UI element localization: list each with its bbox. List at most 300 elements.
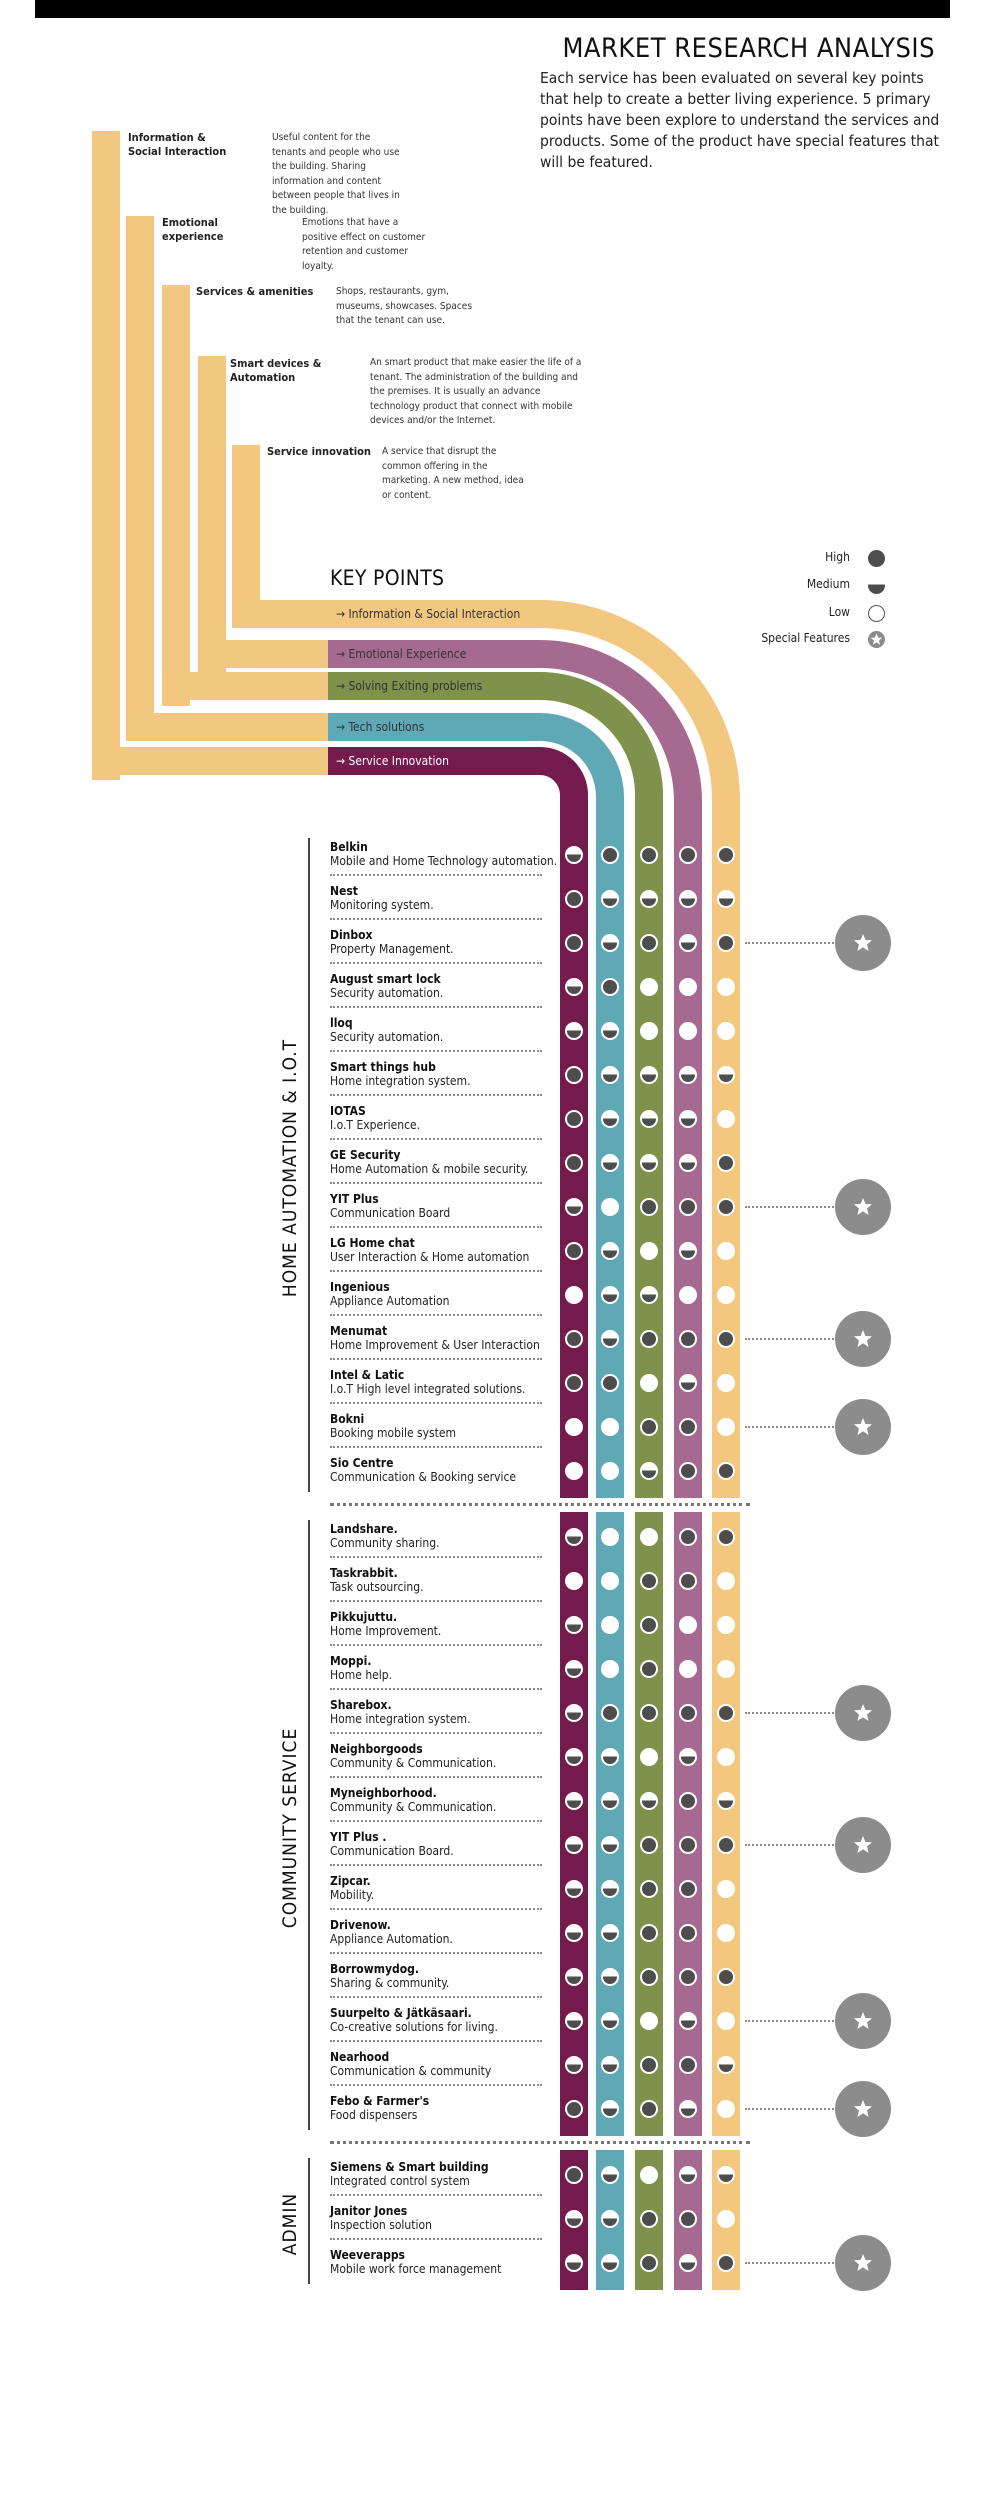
rating-marker: [640, 1198, 658, 1216]
rating-marker: [640, 1374, 658, 1392]
item-description: Security automation.: [330, 1030, 444, 1044]
row-separator: [330, 1908, 542, 1910]
row-separator: [330, 1688, 542, 1690]
rating-marker: [601, 1462, 619, 1480]
rating-marker: [679, 1748, 697, 1766]
legend-high-label: High: [825, 550, 850, 564]
key-point-label: → Tech solutions: [336, 720, 425, 734]
rating-marker: [717, 1418, 735, 1436]
rating-marker: [565, 1616, 583, 1634]
row-separator: [330, 1732, 542, 1734]
legend-bracket-bar: [198, 356, 226, 672]
rating-marker: [717, 1748, 735, 1766]
rating-marker: [601, 1022, 619, 1040]
rating-marker: [717, 1836, 735, 1854]
special-feature-line: [745, 1206, 845, 1208]
item-name: Pikkujuttu.: [330, 1610, 398, 1624]
special-feature-line: [745, 1844, 845, 1846]
rating-marker: [565, 1242, 583, 1260]
item-name: Myneighborhood.: [330, 1786, 437, 1800]
item-name: Sio Centre: [330, 1456, 394, 1470]
section-label-text: ADMIN: [279, 2192, 301, 2256]
rating-marker: [717, 1528, 735, 1546]
rating-marker: [679, 1374, 697, 1392]
item-description: Sharing & community.: [330, 1976, 450, 1990]
rating-marker: [679, 1330, 697, 1348]
star-icon: [852, 2010, 874, 2032]
special-feature-badge[interactable]: [835, 915, 891, 971]
star-icon: [852, 2252, 874, 2274]
legend-special-label: Special Features: [761, 631, 850, 645]
column-strip: [674, 1512, 702, 2136]
legend-connector: [126, 713, 328, 741]
special-feature-line: [745, 2262, 845, 2264]
item-name: Borrowmydog.: [330, 1962, 419, 1976]
rating-marker: [717, 1022, 735, 1040]
star-icon: [852, 1328, 874, 1350]
rating-marker: [679, 1660, 697, 1678]
legend-low-marker: [868, 605, 885, 622]
rating-marker: [565, 1154, 583, 1172]
rating-marker: [679, 1968, 697, 1986]
legend-low-label: Low: [828, 605, 850, 619]
rating-marker: [679, 1572, 697, 1590]
rating-marker: [565, 2056, 583, 2074]
item-description: Booking mobile system: [330, 1426, 457, 1440]
rating-marker: [679, 1242, 697, 1260]
rating-marker: [679, 1418, 697, 1436]
row-separator: [330, 962, 542, 964]
rating-marker: [601, 1154, 619, 1172]
rating-marker: [640, 1924, 658, 1942]
item-name: Ingenious: [330, 1280, 390, 1294]
rating-marker: [601, 1374, 619, 1392]
rating-marker: [565, 2166, 583, 2184]
row-separator: [330, 1226, 542, 1228]
rating-marker: [565, 1572, 583, 1590]
item-name: YIT Plus: [330, 1192, 379, 1206]
item-description: I.o.T Experience.: [330, 1118, 421, 1132]
key-point-label: → Emotional Experience: [336, 647, 467, 661]
row-separator: [330, 1270, 542, 1272]
rating-marker: [640, 2100, 658, 2118]
rating-marker: [565, 978, 583, 996]
rating-marker: [679, 1792, 697, 1810]
rating-marker: [717, 1880, 735, 1898]
item-description: I.o.T High level integrated solutions.: [330, 1382, 526, 1396]
item-description: Community sharing.: [330, 1536, 440, 1550]
rating-marker: [640, 1836, 658, 1854]
special-feature-badge[interactable]: [835, 1311, 891, 1367]
rating-marker: [601, 1242, 619, 1260]
row-separator: [330, 918, 542, 920]
rating-marker: [640, 1528, 658, 1546]
row-separator: [330, 1050, 542, 1052]
item-description: Security automation.: [330, 986, 444, 1000]
legend-connector: [92, 747, 328, 775]
rating-marker: [565, 1528, 583, 1546]
item-name: Zipcar.: [330, 1874, 371, 1888]
rating-marker: [640, 1330, 658, 1348]
rating-marker: [565, 1330, 583, 1348]
rating-marker: [717, 2166, 735, 2184]
item-description: Home Improvement.: [330, 1624, 442, 1638]
item-name: Belkin: [330, 840, 368, 854]
row-separator: [330, 1094, 542, 1096]
rating-marker: [679, 2012, 697, 2030]
row-separator: [330, 874, 542, 876]
item-description: Home integration system.: [330, 1712, 471, 1726]
rating-marker: [601, 1616, 619, 1634]
star-icon: [852, 1196, 874, 1218]
rating-marker: [565, 2210, 583, 2228]
category-title: Service innovation: [267, 445, 371, 458]
category-description: A service that disrupt the common offering in the marketing. A new method, idea or content.: [382, 446, 524, 501]
item-description: Home Automation & mobile security.: [330, 1162, 529, 1176]
rating-marker: [717, 1572, 735, 1590]
rating-marker: [717, 846, 735, 864]
row-separator: [330, 1776, 542, 1778]
rating-marker: [640, 2012, 658, 2030]
row-separator: [330, 2040, 542, 2042]
rating-marker: [679, 1704, 697, 1722]
item-name: Drivenow.: [330, 1918, 391, 1932]
item-description: Community & Communication.: [330, 1756, 497, 1770]
legend-connector: [198, 640, 328, 668]
category-title: Services & amenities: [196, 285, 314, 298]
legend-connector: [232, 600, 328, 628]
intro-text: Each service has been evaluated on several key points that help to create a better living experience. 5 primary points have been explore to understand the services and products. Some of the product have special features that will be featured.: [540, 69, 940, 171]
rating-marker: [717, 1968, 735, 1986]
item-description: Monitoring system.: [330, 898, 434, 912]
rating-marker: [717, 2012, 735, 2030]
special-feature-line: [745, 1712, 845, 1714]
category-description: Shops, restaurants, gym, museums, showcases. Spaces that the tenant can use.: [336, 286, 473, 326]
column-strip: [712, 1512, 740, 2136]
rating-marker: [640, 1022, 658, 1040]
item-name: Febo & Farmer's: [330, 2094, 430, 2108]
rating-marker: [565, 1066, 583, 1084]
rating-marker: [679, 2056, 697, 2074]
rating-marker: [601, 978, 619, 996]
rating-marker: [640, 1704, 658, 1722]
legend-medium-marker: [868, 577, 885, 594]
special-feature-badge[interactable]: [835, 1993, 891, 2049]
rating-marker: [565, 934, 583, 952]
rating-marker: [679, 1198, 697, 1216]
rating-marker: [565, 1924, 583, 1942]
rating-marker: [601, 1748, 619, 1766]
item-name: YIT Plus .: [330, 1830, 387, 1844]
item-description: Appliance Automation.: [330, 1932, 453, 1946]
item-name: Siemens & Smart building: [330, 2160, 489, 2174]
rating-marker: [717, 1616, 735, 1634]
item-description: Home help.: [330, 1668, 393, 1682]
rating-marker: [601, 1286, 619, 1304]
rating-marker: [565, 2254, 583, 2272]
rating-marker: [679, 1154, 697, 1172]
legend-bracket-bar: [92, 131, 120, 780]
item-description: Integrated control system: [330, 2174, 470, 2188]
row-separator: [330, 1864, 542, 1866]
rating-marker: [601, 2012, 619, 2030]
rating-marker: [679, 1924, 697, 1942]
rating-marker: [679, 2254, 697, 2272]
rating-marker: [601, 2210, 619, 2228]
section-bracket-line: [308, 1520, 310, 2130]
rating-marker: [679, 1880, 697, 1898]
rating-marker: [640, 1154, 658, 1172]
star-icon: [852, 2098, 874, 2120]
rating-marker: [565, 846, 583, 864]
special-feature-badge[interactable]: [835, 1399, 891, 1455]
rating-marker: [679, 1286, 697, 1304]
rating-marker: [679, 1022, 697, 1040]
item-description: Communication Board: [330, 1206, 451, 1220]
special-feature-badge[interactable]: [835, 1179, 891, 1235]
rating-marker: [565, 1462, 583, 1480]
rating-marker: [679, 890, 697, 908]
rating-marker: [679, 1110, 697, 1128]
rating-marker: [601, 934, 619, 952]
item-description: Mobility.: [330, 1888, 375, 1902]
rating-marker: [601, 2056, 619, 2074]
row-separator: [330, 1446, 542, 1448]
rating-marker: [717, 978, 735, 996]
rating-marker: [565, 1286, 583, 1304]
rating-marker: [640, 1616, 658, 1634]
rating-marker: [640, 1660, 658, 1678]
rating-marker: [565, 1880, 583, 1898]
rating-marker: [640, 978, 658, 996]
row-separator: [330, 1600, 542, 1602]
special-feature-badge[interactable]: [835, 1685, 891, 1741]
rating-marker: [565, 2012, 583, 2030]
item-description: Appliance Automation: [330, 1294, 450, 1308]
item-name: Nest: [330, 884, 358, 898]
column-strip: [635, 1512, 663, 2136]
key-point-label: → Information & Social Interaction: [336, 607, 521, 621]
category-description: An smart product that make easier the life of a tenant. The administration of the building and the premises. It is usually an advance technology product that connect with mobile devices and/or the Internet.: [370, 357, 582, 426]
rating-marker: [717, 1154, 735, 1172]
rating-marker: [679, 1462, 697, 1480]
rating-marker: [601, 1968, 619, 1986]
row-separator: [330, 1996, 542, 1998]
row-separator: [330, 1358, 542, 1360]
rating-marker: [717, 2056, 735, 2074]
item-name: Menumat: [330, 1324, 388, 1338]
rating-marker: [640, 846, 658, 864]
rating-marker: [679, 2210, 697, 2228]
rating-marker: [679, 846, 697, 864]
rating-marker: [717, 934, 735, 952]
row-separator: [330, 1820, 542, 1822]
rating-marker: [679, 1616, 697, 1634]
row-separator: [330, 2194, 542, 2196]
rating-marker: [717, 1110, 735, 1128]
section-separator: [330, 2141, 750, 2144]
item-description: Property Management.: [330, 942, 454, 956]
rating-marker: [717, 1462, 735, 1480]
item-description: Community & Communication.: [330, 1800, 497, 1814]
rating-marker: [565, 1374, 583, 1392]
rating-marker: [640, 934, 658, 952]
item-name: Moppi.: [330, 1654, 372, 1668]
star-icon: [852, 1834, 874, 1856]
rating-marker: [565, 1660, 583, 1678]
rating-marker: [601, 1198, 619, 1216]
rating-marker: [679, 934, 697, 952]
legend-medium-label: Medium: [806, 577, 850, 591]
category-title: Emotional experience: [162, 216, 224, 243]
rating-marker: [717, 1198, 735, 1216]
row-separator: [330, 2084, 542, 2086]
category-title: Information & Social Interaction: [128, 131, 227, 158]
special-feature-badge[interactable]: [835, 2081, 891, 2137]
rating-marker: [565, 1198, 583, 1216]
rating-marker: [565, 1836, 583, 1854]
rating-marker: [565, 1022, 583, 1040]
special-feature-line: [745, 942, 845, 944]
item-name: LG Home chat: [330, 1236, 415, 1250]
legend-bracket-bar: [162, 285, 190, 706]
item-name: Weeverapps: [330, 2248, 405, 2262]
rating-marker: [640, 2056, 658, 2074]
section-label-text: HOME AUTOMATION & I.O.T: [279, 1038, 301, 1298]
rating-marker: [601, 1066, 619, 1084]
category-description: Useful content for the tenants and people who use the building. Sharing information and content between people that lives in the building.: [272, 132, 400, 216]
rating-marker: [640, 1968, 658, 1986]
item-name: IOTAS: [330, 1104, 366, 1118]
rating-marker: [640, 1286, 658, 1304]
item-name: Dinbox: [330, 928, 373, 942]
item-description: Communication & Booking service: [330, 1470, 517, 1484]
item-description: Food dispensers: [330, 2108, 418, 2122]
legend-high-marker: [868, 550, 885, 567]
item-description: Communication & community: [330, 2064, 492, 2078]
rating-marker: [717, 1286, 735, 1304]
special-feature-badge[interactable]: [835, 2235, 891, 2291]
special-feature-line: [745, 1338, 845, 1340]
rating-marker: [601, 1792, 619, 1810]
legend-bracket-bar: [126, 216, 154, 740]
rating-marker: [717, 1330, 735, 1348]
rating-marker: [640, 1748, 658, 1766]
item-description: Mobile and Home Technology automation.: [330, 854, 558, 868]
rating-marker: [565, 1968, 583, 1986]
rating-marker: [717, 1066, 735, 1084]
rating-marker: [679, 2166, 697, 2184]
rating-marker: [601, 1660, 619, 1678]
item-name: Bokni: [330, 1412, 365, 1426]
rating-marker: [640, 2210, 658, 2228]
row-separator: [330, 1314, 542, 1316]
rating-marker: [679, 1066, 697, 1084]
rating-marker: [601, 2100, 619, 2118]
rating-marker: [679, 2100, 697, 2118]
rating-marker: [640, 1242, 658, 1260]
item-name: Smart things hub: [330, 1060, 436, 1074]
rating-marker: [601, 846, 619, 864]
item-description: Home Improvement & User Interaction: [330, 1338, 540, 1352]
section-label-text: COMMUNITY SERVICE: [279, 1727, 301, 1929]
rating-marker: [601, 1924, 619, 1942]
rating-marker: [601, 2166, 619, 2184]
rating-marker: [717, 2254, 735, 2272]
rating-marker: [565, 1792, 583, 1810]
rating-marker: [601, 1110, 619, 1128]
rating-marker: [717, 890, 735, 908]
rating-marker: [601, 1572, 619, 1590]
item-name: Suurpelto & Jätkäsaari.: [330, 2006, 472, 2020]
special-feature-line: [745, 1426, 845, 1428]
rating-marker: [640, 890, 658, 908]
rating-marker: [640, 1110, 658, 1128]
item-name: GE Security: [330, 1148, 401, 1162]
rating-marker: [717, 1704, 735, 1722]
row-separator: [330, 1006, 542, 1008]
row-separator: [330, 1182, 542, 1184]
legend-special-marker: [868, 631, 885, 648]
star-icon: [852, 932, 874, 954]
row-separator: [330, 1644, 542, 1646]
rating-marker: [717, 2210, 735, 2228]
rating-marker: [717, 1792, 735, 1810]
item-name: August smart lock: [330, 972, 441, 986]
rating-marker: [640, 1066, 658, 1084]
item-name: lloq: [330, 1016, 353, 1030]
row-separator: [330, 2238, 542, 2240]
item-description: Home integration system.: [330, 1074, 471, 1088]
key-point-label: → Service Innovation: [336, 754, 449, 768]
rating-marker: [565, 1110, 583, 1128]
special-feature-line: [745, 2020, 845, 2022]
rating-marker: [717, 1374, 735, 1392]
item-description: Mobile work force management: [330, 2262, 502, 2276]
rating-marker: [565, 1748, 583, 1766]
column-strip: [560, 1512, 588, 2136]
rating-marker: [565, 2100, 583, 2118]
rating-marker: [640, 1462, 658, 1480]
special-feature-badge[interactable]: [835, 1817, 891, 1873]
rating-marker: [679, 1528, 697, 1546]
rating-marker: [601, 890, 619, 908]
rating-marker: [640, 1572, 658, 1590]
rating-marker: [601, 1528, 619, 1546]
row-separator: [330, 1402, 542, 1404]
item-description: Co-creative solutions for living.: [330, 2020, 498, 2034]
star-icon: [852, 1702, 874, 1724]
row-separator: [330, 1138, 542, 1140]
item-name: Janitor Jones: [330, 2204, 408, 2218]
rating-marker: [717, 1924, 735, 1942]
item-description: User Interaction & Home automation: [330, 1250, 530, 1264]
rating-marker: [601, 1880, 619, 1898]
item-name: Landshare.: [330, 1522, 398, 1536]
item-name: Intel & Latic: [330, 1368, 405, 1382]
section-separator: [330, 1503, 750, 1506]
item-description: Task outsourcing.: [330, 1580, 424, 1594]
rating-marker: [601, 1704, 619, 1722]
rating-marker: [601, 2254, 619, 2272]
item-name: Taskrabbit.: [330, 1566, 398, 1580]
rating-marker: [565, 1418, 583, 1436]
key-points-title: KEY POINTS: [330, 566, 445, 590]
rating-marker: [565, 890, 583, 908]
item-name: Sharebox.: [330, 1698, 392, 1712]
rating-marker: [601, 1330, 619, 1348]
page-title: MARKET RESEARCH ANALYSIS: [562, 33, 935, 64]
